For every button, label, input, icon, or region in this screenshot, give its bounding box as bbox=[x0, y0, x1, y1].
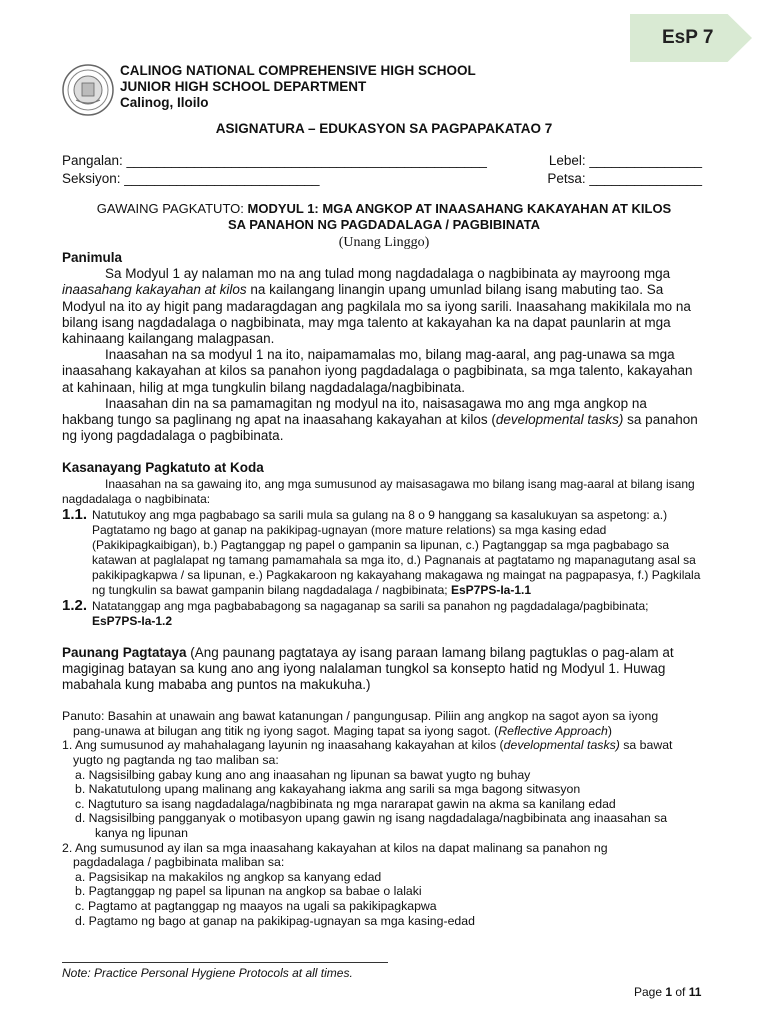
school-department: JUNIOR HIGH SCHOOL DEPARTMENT bbox=[120, 79, 367, 94]
section-field[interactable]: Seksiyon: __________________________ bbox=[62, 171, 320, 186]
activity-title bbox=[62, 201, 706, 233]
answer-option[interactable]: d. Pagtamo ng bago at ganap na pakikipag-ugnayan sa mga kasing-edad bbox=[75, 913, 475, 928]
paunang-text: (Ang paunang pagtataya ay isang paraan lamang bilang pagtuklas o pag-alam at magiginag batayan sa kung ano ang iyong nalalaman tungkol sa konsepto hatid ng Modyul 1. Huwag mabahala kung mababa ang puntos na makukuha.) bbox=[62, 644, 674, 693]
question-2: 2. Ang sumusunod ay ilan sa mga inaasahang kakayahan at kilos na dapat malinang sa panahon ng pagdadalaga / pagbibinata maliban sa: a. Pagsisikap na makakilos ng angkop sa kanyang edad b. Pagtanggap ng papel sa lipunan na angkop sa babae o lalaki c. Pagtamo at pagtanggap ng maayos na ugali sa pakikipagkapwa d. Pagtamo ng bago at ganap na pakikipag-ugnayan sa mga kasing-edad bbox=[62, 841, 702, 929]
week-label: (Unang Linggo) bbox=[338, 235, 430, 250]
competency-number: 1.1. bbox=[62, 505, 88, 523]
answer-option[interactable]: c. Pagtamo at pagtanggap ng maayos na ugali sa pakikipagkapwa bbox=[75, 898, 437, 913]
answer-option[interactable]: b. Pagtanggap ng papel sa lipunan na angkop sa babae o lalaki bbox=[75, 884, 422, 899]
competency-code: EsP7PS-Ia-1.1 bbox=[450, 582, 532, 597]
footer-note: Note: Practice Personal Hygiene Protocols at all times. bbox=[62, 966, 353, 980]
answer-option[interactable]: a. Pagsisikap na makakilos ng angkop sa kanyang edad bbox=[75, 869, 382, 884]
answer-option[interactable]: a. Nagsisilbing gabay kung ano ang inaasahan ng lipunan sa bawat yugto ng buhay bbox=[75, 767, 531, 782]
school-name: CALINOG NATIONAL COMPREHENSIVE HIGH SCHOOL bbox=[120, 63, 476, 78]
school-header bbox=[120, 63, 476, 111]
competency-code: EsP7PS-Ia-1.2 bbox=[92, 613, 173, 628]
kasanayan-intro: Inaasahan na sa gawaing ito, ang mga sumusunod ay maisasagawa mo bilang isang mag-aaral at bilang isang nagdadalaga o nagbibinata: bbox=[62, 476, 695, 506]
page-number: Page 1 of 11 bbox=[634, 985, 702, 999]
competency-text: Natatanggap ang mga pagbababagong sa nagaganap sa sarili sa panahon ng pagdadalaga/pagbibinata; bbox=[92, 598, 649, 613]
competency-item bbox=[62, 507, 702, 598]
answer-option[interactable]: b. Nakatutulong upang malinang ang kakayahang iakma ang sarili sa mga bagong sitwasyon bbox=[75, 782, 581, 797]
module-content bbox=[62, 250, 702, 928]
competency-number: 1.2. bbox=[62, 596, 88, 614]
competency-item bbox=[62, 598, 702, 629]
student-fields bbox=[62, 152, 702, 188]
instructions: Panuto: Basahin at unawain ang bawat katanungan / pangungusap. Piliin ang angkop na sagot ayon sa iyong pang-unawa at bilugan ang titik ng iyong sagot. Maging tapat sa iyong sagot. (Reflective Approach) bbox=[62, 709, 659, 738]
question-1: 1. Ang sumusunod ay mahahalagang layunin ng inaasahang kakayahan at kilos (developmental tasks) sa bawat yugto ng pagtanda ng tao maliban sa: a. Nagsisilbing gabay kung ano ang inaasahan ng lipunan sa bawat yugto ng buhay b. Nakatutulong upang malinang ang kakayahang iakma ang sarili sa mga bagong sitwasyon c. Nagtuturo sa isang nagdadalaga/nagbibinata ng mga nararapat gawin na akma sa kanilang edad d. Nagsisilbing pangganyak o motibasyon upang gawin ng isang nagdadalaga/nagbibinata ang inaasahan sa kanya ng lipunan bbox=[62, 738, 702, 840]
level-field[interactable]: Lebel: _______________ bbox=[548, 153, 702, 168]
answer-option[interactable]: d. Nagsisilbing pangganyak o motibasyon upang gawin ng isang nagdadalaga/nagbibinata ang inaasahan sa bbox=[75, 811, 668, 826]
paunang-pagtataya bbox=[62, 645, 702, 694]
name-field[interactable]: Pangalan: ________________________________________________ bbox=[62, 153, 487, 168]
paunang-heading: Paunang Pagtataya bbox=[62, 644, 187, 660]
title-line2: SA PANAHON NG PAGDADALAGA / PAGBIBINATA bbox=[228, 217, 540, 232]
title-line1: MODYUL 1: MGA ANGKOP AT INAASAHANG KAKAYAHAN AT KILOS bbox=[247, 201, 672, 216]
title-prefix: GAWAING PAGKATUTO: bbox=[96, 201, 244, 216]
competency-text: Natutukoy ang mga pagbabago sa sarili mula sa gulang na 8 o 9 hanggang sa kasalukuyan sa aspetong: a.) Pagtatamo ng bago at ganap na pakikipag-ugnayan (more mature relations) sa mga kasing edad (Pakikipagkaibigan), b.) Pagtanggap ng papel o gampanin sa lipunan, c.) Pagtanggap sa mga pagbabago sa katawan at paglalapat ng tamang pamamahala sa mga ito, d.) Pagnanais at pagtatamo ng mapanagutang asal sa pakikipagkapwa / sa lipunan, e.) Pagkakaroon ng kakayahang makagawa ng maingat na pagpapasya, f.) Pagkilala ng tungkulin sa bawat gampanin bilang nagdadalaga / nagbibinata; bbox=[92, 507, 701, 597]
date-field[interactable]: Petsa: _______________ bbox=[547, 171, 702, 186]
kasanayan-heading: Kasanayang Pagkatuto at Koda bbox=[62, 460, 264, 476]
panimula-paragraph-3: Inaasahan din na sa pamamagitan ng modyul na ito, naisasagawa mo ang mga angkop na hakbang tungo sa paglinang ng apat na inaasahang kakayahan at kilos (developmental tasks) sa panahon ng iyong pagdadalaga o pagbibinata. bbox=[62, 395, 698, 444]
subject-tag-label: EsP 7 bbox=[662, 27, 714, 48]
panimula-paragraph-1: Sa Modyul 1 ay nalaman mo na ang tulad mong nagdadalaga o nagbibinata ay mayroong mga inaasahang kakayahan at kilos na kailangang linangin upang umunlad bilang isang mabuting tao. Sa Modyul na ito ay higit pang madaragdagan ang pagkilala mo sa iyong sarili. Inaasahang makikilala mo na bilang isang nagdadalaga o nagbibinata, may mga talento at kakayahan ka na dapat paunlarin at mga kahinaang kailangang malagpasan. bbox=[62, 266, 691, 347]
footer-divider bbox=[62, 962, 388, 963]
panimula-paragraph-2: Inaasahan na sa modyul 1 na ito, naipamamalas mo, bilang mag-aaral, ang pag-unawa sa mga inaasahang kakayahan at kilos sa panahon iyong pagdadalaga o pagbibinata, sa mga talento, kakayahan at kahinaan, hilig at mga tungkulin bilang nagdadalaga/nagbibinata. bbox=[62, 347, 693, 395]
school-seal-icon bbox=[62, 64, 114, 116]
panimula-heading: Panimula bbox=[62, 250, 123, 265]
answer-option[interactable]: c. Nagtuturo sa isang nagdadalaga/nagbibinata ng mga nararapat gawin na akma sa kanilang edad bbox=[75, 796, 616, 811]
school-location: Calinog, Iloilo bbox=[120, 95, 209, 110]
subject-heading: ASIGNATURA – EDUKASYON SA PAGPAPAKATAO 7 bbox=[215, 121, 553, 136]
